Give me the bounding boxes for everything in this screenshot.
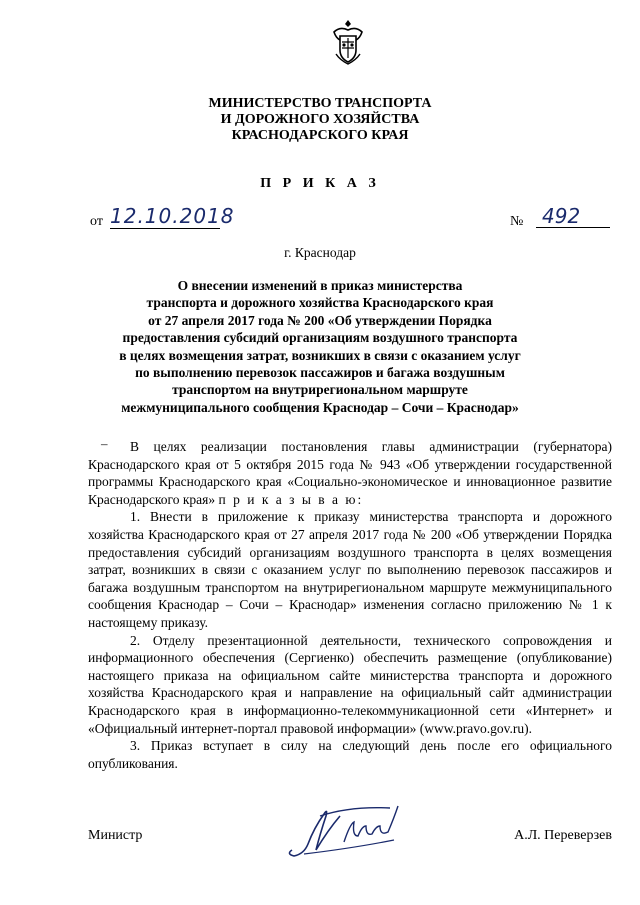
- order-body: [88, 438, 612, 772]
- ministry-line: МИНИСТЕРСТВО ТРАНСПОРТА: [208, 96, 432, 111]
- city-line: г. Краснодар: [284, 245, 356, 260]
- title-line: от 27 апреля 2017 года № 200 «Об утверждении Порядка: [148, 312, 492, 328]
- order-title: [60, 277, 580, 416]
- body-paragraph-item2: 2. Отделу презентационной деятельности, технического сопровождения и информационного обеспечения (Сергиенко) обеспечить размещение (опубликование) настоящего приказа на официальном сайте министерства транспорта и дорожного хозяйства Краснодарского края и направление на официальный сайт администрации Краснодарского края в информационно-телекоммуникационной сети «Интернет» и «Официальный интернет-портал правовой информации» (www.pravo.gov.ru).: [88, 632, 612, 736]
- number-prefix: №: [510, 214, 524, 229]
- coat-of-arms-icon: [330, 18, 366, 66]
- title-line: О внесении изменений в приказ министерства: [177, 278, 463, 293]
- number-value: 492: [536, 204, 610, 228]
- title-line: предоставления субсидий организациям воздушного транспорта: [122, 330, 518, 346]
- date-number-row: [90, 206, 610, 230]
- intro-text: В целях реализации постановления главы администрации (губернатора) Краснодарского края от 5 октября 2015 года № 943 «Об утверждении государственной программы Краснодарского края «Социально-экономическое и инновационное развитие Краснодарского края»: [88, 439, 612, 507]
- title-line: транспорта и дорожного хозяйства Краснодарского края: [146, 295, 494, 311]
- signature-block: [88, 826, 612, 856]
- title-line: межмуниципального сообщения Краснодар – Сочи – Краснодар»: [121, 399, 519, 415]
- body-paragraph-item1: 1. Внести в приложение к приказу министерства транспорта и дорожного хозяйства Краснодарского края от 27 апреля 2017 года № 200 «Об утверждении Порядка предоставления субсидий организациям воздушного транспорта в целях возмещения затрат, возникших в связи с оказанием услуг по выполнению перевозок пассажиров и багажа воздушным транспортом на внутрирегиональном маршруте межмуниципального сообщения Краснодар – Сочи – Краснодар» изменения согласно приложению № 1 к настоящему приказу.: [88, 509, 612, 630]
- handwritten-signature-icon: [284, 798, 424, 860]
- title-line: по выполнению перевозок пассажиров и багажа воздушным: [135, 365, 505, 381]
- margin-dash-mark: –: [101, 436, 108, 451]
- body-paragraph-intro: [88, 438, 612, 508]
- signer-position: Министр: [88, 828, 143, 843]
- ministry-line: И ДОРОЖНОГО ХОЗЯЙСТВА: [220, 112, 420, 127]
- date-prefix: от: [90, 214, 103, 229]
- intro-action: п р и к а з ы в а ю:: [218, 491, 364, 507]
- body-paragraph-item3: 3. Приказ вступает в силу на следующий день после его официального опубликования.: [88, 738, 612, 771]
- ministry-name: [0, 96, 640, 144]
- ministry-line: КРАСНОДАРСКОГО КРАЯ: [231, 128, 409, 143]
- title-line: транспортом на внутрирегиональном маршруте: [172, 382, 468, 398]
- signer-name: А.Л. Переверзев: [514, 828, 612, 843]
- doc-type-heading: П Р И К А З: [260, 176, 380, 191]
- title-line: в целях возмещения затрат, возникших в связи с оказанием услуг: [119, 347, 521, 363]
- date-value: 12.10.2018: [110, 204, 235, 228]
